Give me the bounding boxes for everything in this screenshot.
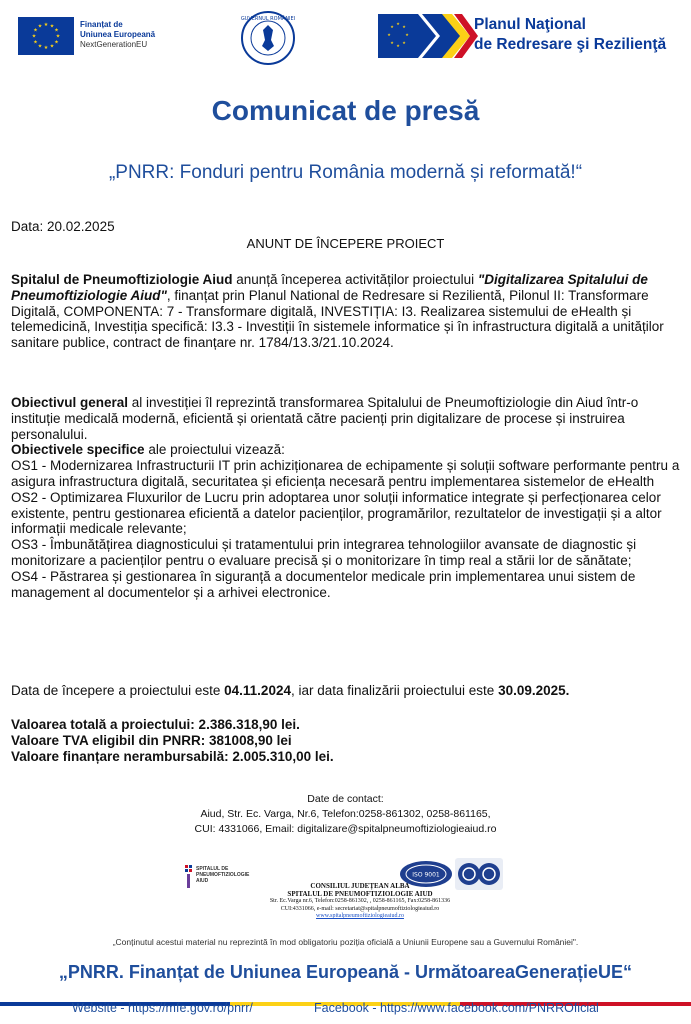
start-date: 04.11.2024 xyxy=(224,683,291,698)
general-objective xyxy=(11,395,683,442)
eu-line-1: Finanțat de xyxy=(80,20,123,29)
svg-text:★: ★ xyxy=(387,32,391,37)
svg-text:★: ★ xyxy=(396,21,400,26)
accreditation-logo xyxy=(455,858,503,890)
specific-objectives-intro xyxy=(11,442,683,458)
dates-text-2: , iar data finalizării proiectului este xyxy=(290,683,499,698)
svg-text:★: ★ xyxy=(43,45,49,51)
hospital-logo-text xyxy=(196,866,249,884)
disclaimer: „Conținutul acestui material nu reprezintă în mod obligatoriu poziția oficială a Uniunii Europene sau a Guvernului României". xyxy=(112,937,579,947)
svg-text:★: ★ xyxy=(49,23,55,30)
government-seal-logo xyxy=(240,10,296,66)
svg-text:★: ★ xyxy=(37,43,43,50)
non-refundable-value: Valoare finanțare nerambursabilă: 2.005.310,00 lei. xyxy=(11,748,334,764)
objective-os3: OS3 - Îmbunătățirea diagnosticului și tratamentului prin integrarea tehnologiilor avansate de diagnostic și monitorizare a pacienților pentru o evaluare precisă și o monitorizare în timp real a stării lor de sănătate; xyxy=(11,537,637,568)
svg-text:★: ★ xyxy=(402,40,406,45)
contact-block xyxy=(0,792,691,837)
svg-text:★: ★ xyxy=(396,43,400,48)
dates-text-1: Data de începere a proiectului este xyxy=(11,683,225,698)
website-link[interactable]: Website - https://mfe.gov.ro/pnrr/ xyxy=(72,1001,253,1015)
page-title: Comunicat de presă xyxy=(211,95,480,126)
objective-os2: OS2 - Optimizarea Fluxurilor de Lucru prin adoptarea unor soluții informatice integrate și perfecționarea celor existente, pentru gestionarea eficientă a datelor pacienților, programărilor, rezultatelor de investigații și a altor informații medicale relevante; xyxy=(11,489,662,537)
hospital-address: Str. Ec.Varga nr.6, Telefon:0258-861302, , 0258-861165, Fax:0258-861336 xyxy=(269,898,451,904)
svg-text:★: ★ xyxy=(390,40,394,45)
pnrr-logo xyxy=(378,12,478,60)
svg-text:★: ★ xyxy=(54,39,59,46)
release-date: Data: 20.02.2025 xyxy=(11,219,115,234)
pnrr-name xyxy=(474,15,666,55)
svg-text:★: ★ xyxy=(390,24,394,29)
intro-paragraph xyxy=(11,272,683,351)
eu-line-3: NextGenerationEU xyxy=(80,40,148,49)
svg-text:★: ★ xyxy=(31,33,37,40)
hospital-cui: CUI:4331066, e-mail: secretariat@spitalpneumoftiziologieaiud.ro xyxy=(280,905,440,912)
cert-text: ISO 9001 xyxy=(412,871,440,879)
svg-text:★: ★ xyxy=(49,43,55,50)
pnrr-line-2: de Redresare şi Rezilienţă xyxy=(474,36,667,53)
objective-os4: OS4 - Păstrarea și gestionarea în siguranță a documentelor medicale prin implementarea unui sistem de management al documentelor și a arhivei electronice. xyxy=(11,568,636,600)
svg-text:★: ★ xyxy=(33,27,38,34)
project-values xyxy=(11,717,683,764)
specific-objectives-label: Obiectivele specifice xyxy=(11,442,145,458)
hospital-letterhead xyxy=(240,883,480,921)
page-subtitle: „PNRR: Fonduri pentru România modernă și reformată!“ xyxy=(108,162,583,183)
hospital-logo-line-1: SPITALUL DE xyxy=(196,866,229,872)
iso-certification-logo xyxy=(399,860,453,888)
intro-text-1: anunță începerea activităților proiectului xyxy=(232,272,478,287)
objective-os1: OS1 - Modernizarea Infrastructurii IT prin achiziționarea de echipamente și soluții software performante pentru a asigura infrastructura digitală, securitatea și eficiența necesară pentru implementarea sistemelor de eHealth xyxy=(11,458,680,489)
hospital-name: SPITALUL DE PNEUMOFTIZIOLOGIE AIUD xyxy=(287,889,433,898)
contact-heading: Date de contact: xyxy=(307,793,384,805)
total-value: Valoarea totală a proiectului: 2.386.318,90 lei. xyxy=(11,717,300,732)
svg-text:★: ★ xyxy=(55,33,61,40)
svg-text:★: ★ xyxy=(37,23,43,30)
footer-slogan: „PNRR. Finanțat de Uniunea Europeană - UrmătoareaGenerațieUE“ xyxy=(58,962,633,982)
romanian-flag-bar xyxy=(0,993,691,997)
hospital-logo-line-2: PNEUMOFTIZIOLOGIE xyxy=(196,872,250,878)
objectives-section xyxy=(11,395,683,600)
specific-objectives-text: ale proiectului vizează: xyxy=(144,442,285,458)
end-date: 30.09.2025. xyxy=(498,683,570,698)
project-dates xyxy=(11,683,683,699)
eu-line-2: Uniunea Europeană xyxy=(80,30,156,39)
project-name: "Digitalizarea Spitalului de Pneumoftiziologie Aiud" xyxy=(11,272,648,303)
general-objective-label: Obiectivul general xyxy=(11,395,129,410)
pnrr-line-1: Planul Naţional xyxy=(474,16,586,33)
svg-text:★: ★ xyxy=(405,32,409,37)
contact-email[interactable]: CUI: 4331066, Email: digitalizare@spitalpneumoftiziologieaiud.ro xyxy=(194,823,497,835)
general-objective-text: al investiției îl reprezintă transformarea Spitalului de Pneumoftiziologie din Aiud într-o instituție medicală modernă, eficientă și orientată către pacienți prin digitalizare de procese și instruirea personalului. xyxy=(11,395,639,442)
contact-address: Aiud, Str. Ec. Varga, Nr.6, Telefon:0258-861302, 0258-861165, xyxy=(200,808,491,820)
intro-text-2: , finanțat prin Planul National de Redresare si Rezilientă, Pilonul II: Transformare Digitală, COMPONENTA: 7 - Transformare digitală, INVESTIȚIA: I3. Realizarea sistemului de eHealth și telemedicină, Investiția specifică: I3.3 - Investiții în sistemele informatice și în infrastructura digitală a unităților sanitare publice, contract de finanțare nr. 1784/13.3/21.10.2024. xyxy=(11,287,664,351)
svg-text:★: ★ xyxy=(54,27,59,34)
svg-text:★: ★ xyxy=(43,22,49,28)
hospital-logo-line-3: AIUD xyxy=(196,878,209,884)
eu-flag-logo xyxy=(18,17,74,55)
council-name: CONSILIUL JUDEȚEAN ALBA xyxy=(310,882,410,890)
facebook-link[interactable]: Facebook - https://www.facebook.com/PNRROficial xyxy=(314,1001,599,1015)
eu-funding-label xyxy=(80,20,155,50)
announcement-heading: ANUNT DE ÎNCEPERE PROIECT xyxy=(246,236,445,251)
seal-text: GUVERNUL ROMÂNIEI xyxy=(240,16,296,22)
tva-value: Valoare TVA eligibil din PNRR: 381008,90 lei xyxy=(11,732,292,748)
svg-text:★: ★ xyxy=(402,24,406,29)
svg-text:★: ★ xyxy=(33,39,38,46)
organization-name: Spitalul de Pneumoftiziologie Aiud xyxy=(11,272,233,287)
hospital-website-link[interactable]: www.spitalpneumoftiziologieaiud.ro xyxy=(316,913,404,919)
